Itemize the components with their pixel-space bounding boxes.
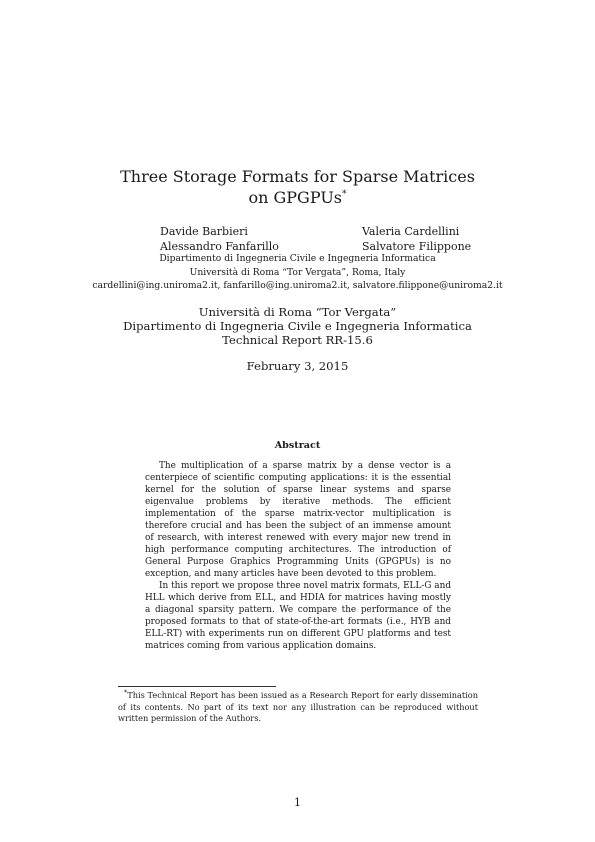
footnote-divider — [118, 686, 276, 687]
author-name: Davide Barbieri — [160, 225, 248, 238]
institution-department: Dipartimento di Ingegneria Civile e Ingegneria Informatica — [123, 319, 472, 333]
abstract-paragraph: In this report we propose three novel matrix formats, ELL-G and HLL which derive from ELL, and HDIA for matrices having mostly a diagonal sparsity pattern. We compare the performance of the proposed formats to that of state-of-the-art formats (i.e., HYB and ELL-RT) with experiments run on different GPU platforms and test matrices coming from various application domains. — [145, 581, 451, 651]
title-line-1: Three Storage Formats for Sparse Matrices — [120, 167, 475, 186]
affiliation-block — [0, 252, 595, 293]
technical-report-number: Technical Report RR-15.6 — [222, 333, 373, 347]
author-column-right — [362, 224, 512, 254]
footnote-paragraph — [118, 690, 478, 725]
affiliation-department: Dipartimento di Ingegneria Civile e Ingegneria Informatica — [159, 253, 436, 264]
author-column-left — [160, 224, 310, 254]
footnote-marker: * — [124, 688, 128, 697]
footnote — [118, 690, 478, 725]
paper-title — [0, 166, 595, 208]
affiliation-emails: cardellini@ing.uniroma2.it, fanfarillo@ing.uniroma2.it, salvatore.filippone@uniroma2.it — [92, 280, 503, 291]
footnote-text: This Technical Report has been issued as a Research Report for early dissemination of its contents. No part of its text nor any illustration can be reproduced without written permission of the Authors. — [118, 690, 478, 723]
institution-block — [0, 305, 595, 347]
title-line-2-text: on GPGPUs — [248, 188, 343, 207]
publication-date: February 3, 2015 — [246, 359, 349, 373]
institution-university: Università di Roma “Tor Vergata” — [198, 305, 397, 319]
title-footnote-marker[interactable]: * — [342, 189, 347, 200]
page-number: 1 — [294, 796, 301, 809]
affiliation-university: Università di Roma “Tor Vergata”, Roma, Italy — [189, 266, 406, 278]
title-line-2 — [0, 187, 595, 208]
author-name: Salvatore Filippone — [362, 240, 472, 253]
author-name: Alessandro Fanfarillo — [160, 240, 279, 253]
abstract-body — [145, 460, 451, 652]
author-name: Valeria Cardellini — [362, 225, 460, 238]
abstract-heading: Abstract — [274, 440, 321, 451]
abstract-paragraph: The multiplication of a sparse matrix by a dense vector is a centerpiece of scientific computing applications: it is the essential kernel for the solution of sparse linear systems and sparse eigenvalue problems by iterative methods. The efficient implementation of the sparse matrix-vector multiplication is therefore crucial and has been the subject of an immense amount of research, with interest renewed with every major new trend in high performance computing architectures. The introduction of General Purpose Graphics Programming Units (GPGPUs) is no exception, and many articles have been devoted to this problem. — [145, 461, 451, 579]
